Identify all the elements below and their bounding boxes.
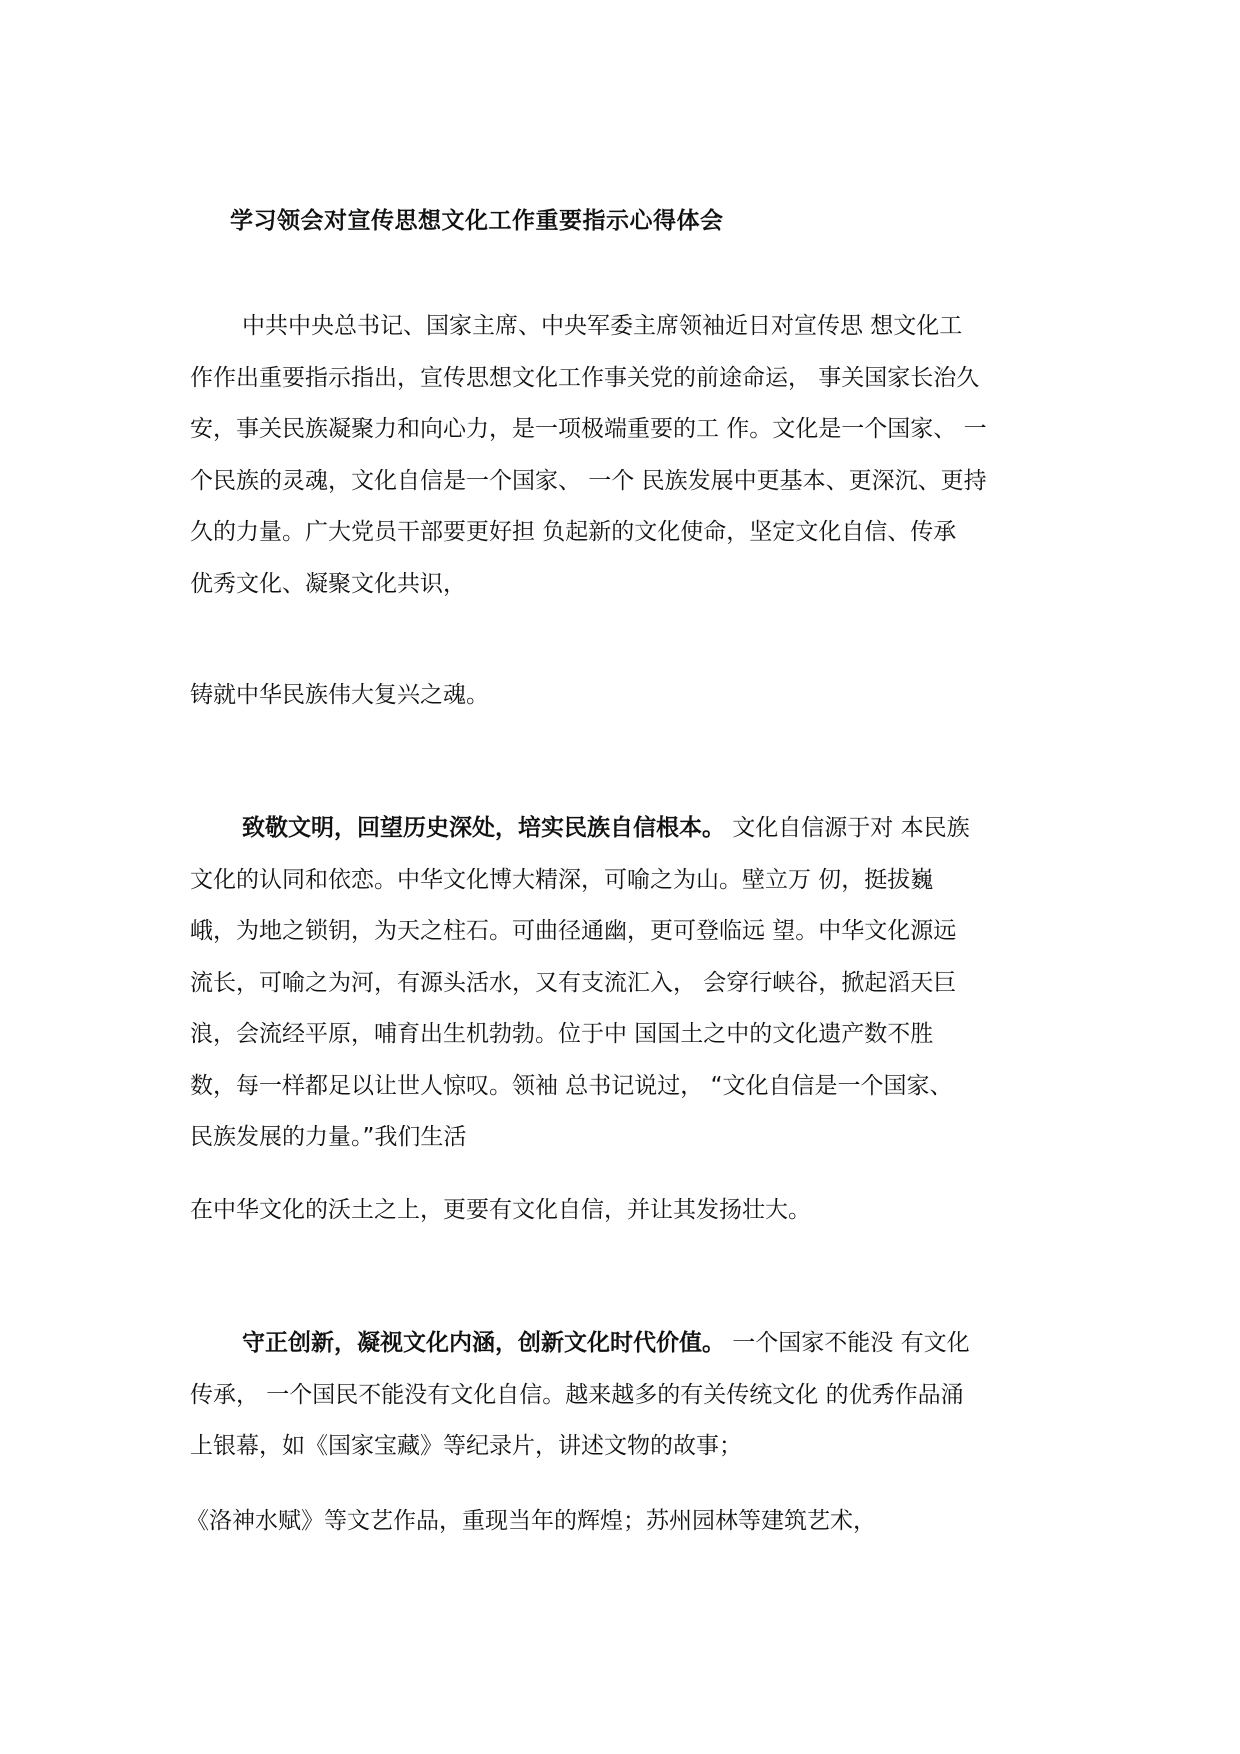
- paragraph-line: 数，每一样都足以让世人惊叹。领袖 总书记说过， “文化自信是一个国家、: [190, 1072, 953, 1099]
- paragraph-3: [190, 1318, 1070, 1473]
- paragraph-line: 一个国家不能没 有文化: [725, 1330, 970, 1356]
- paragraph-1-tail: 铸就中华民族伟大复兴之魂。: [190, 682, 489, 708]
- paragraph-line: 安，事关民族凝聚力和向心力，是一项极端重要的工 作。文化是一个国家、 一: [190, 416, 987, 442]
- paragraph-2: [190, 803, 1070, 1164]
- paragraph-3-tail: 《洛神水赋》等文艺作品，重现当年的辉煌；苏州园林等建筑艺术，: [186, 1508, 876, 1534]
- paragraph-line: 作作出重要指示指出，宣传思想文化工作事关党的前途命运， 事关国家长治久: [190, 364, 980, 391]
- paragraph-first-line: [190, 1318, 1070, 1370]
- document-title: 学习领会对宣传思想文化工作重要指示心得体会: [230, 208, 724, 234]
- paragraph-line: 民族发展的力量。”我们生活: [190, 1124, 467, 1150]
- paragraph-line: 久的力量。广大党员干部要更好担 负起新的文化使命，坚定文化自信、传承: [190, 519, 957, 545]
- paragraph-line: 浪，会流经平原，哺育出生机勃勃。位于中 国国土之中的文化遗产数不胜: [190, 1021, 934, 1047]
- paragraph-3-heading: 守正创新，凝视文化内涵，创新文化时代价值。: [242, 1330, 725, 1356]
- paragraph-1: [190, 301, 1070, 610]
- paragraph-line: 中共中央总书记、国家主席、中央军委主席领袖近日对宣传思 想文化工: [242, 313, 963, 339]
- paragraph-line: 个民族的灵魂，文化自信是一个国家、 一个 民族发展中更基本、更深沉、更持: [190, 467, 987, 494]
- paragraph-line: 文化的认同和依恋。中华文化博大精深，可喻之为山。壁立万 仞，挺拔巍: [190, 866, 934, 893]
- paragraph-line: 传承， 一个国民不能没有文化自信。越来越多的有关传统文化 的优秀作品涌: [190, 1381, 964, 1408]
- paragraph-line: 优秀文化、凝聚文化共识，: [190, 570, 466, 597]
- paragraph-first-line: [190, 803, 1070, 855]
- paragraph-line: 峨，为地之锁钥，为天之柱石。可曲径通幽，更可登临远 望。中华文化源远: [190, 918, 957, 944]
- paragraph-line: 上银幕，如《国家宝藏》等纪录片，讲述文物的故事；: [190, 1433, 742, 1459]
- paragraph-line: 流长，可喻之为河，有源头活水，又有支流汇入， 会穿行峡谷，掀起滔天巨: [190, 969, 957, 996]
- paragraph-line: 文化自信源于对 本民族: [725, 815, 970, 841]
- paragraph-2-heading: 致敬文明，回望历史深处，培实民族自信根本。: [242, 815, 725, 841]
- paragraph-2-tail: 在中华文化的沃土之上，更要有文化自信，并让其发扬壮大。: [190, 1197, 811, 1223]
